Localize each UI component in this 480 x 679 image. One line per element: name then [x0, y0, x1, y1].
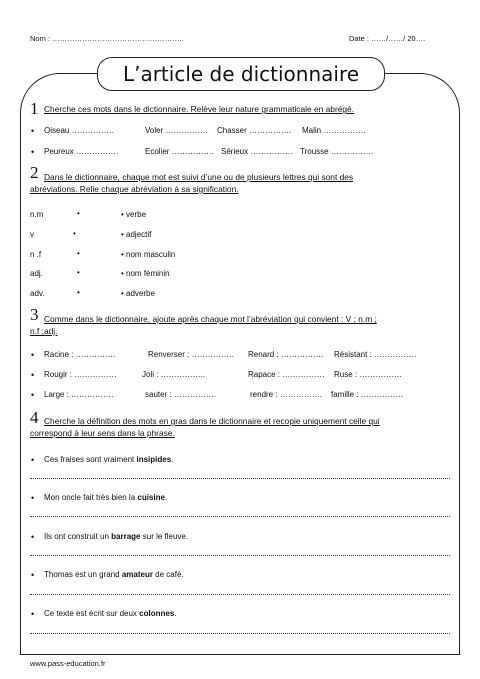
answer-line[interactable] — [30, 478, 450, 479]
meaning-item: • verbe — [121, 210, 147, 219]
exercise-4-number: 4 — [30, 408, 39, 427]
exercise-1-instruction: Cherche ces mots dans le dictionnaire. Relève leur nature grammaticale en abrégé. — [44, 104, 355, 114]
ex3-word: Résistant : ……………. — [334, 350, 417, 359]
sentence-text: Ces fraises sont vraiment — [44, 455, 137, 464]
meaning-item: • adjectif — [121, 230, 152, 239]
ex3-word: • Racine : …………… — [44, 350, 116, 359]
abbr-item: adv. — [30, 289, 45, 298]
sentence-text: Mon oncle fait très bien la — [44, 493, 138, 502]
ex3-word: • Rougir : ……………. — [44, 370, 116, 379]
exercise-4-instruction-line2: correspond à leur sens dans la phrase. — [30, 428, 175, 438]
ex4-sentence — [44, 493, 167, 502]
ex1-word: Voler ……………. — [145, 126, 208, 135]
sentence-text: . — [164, 493, 168, 502]
left-dot: • — [73, 229, 76, 238]
sentence-text: Thomas est un grand — [44, 570, 122, 579]
exercise-2-number: 2 — [30, 163, 39, 182]
ex1-word: Ecolier ……………. — [145, 147, 214, 156]
ex3-word: famille : ……………. — [331, 390, 404, 399]
worksheet-frame — [20, 73, 460, 655]
left-dot: • — [77, 209, 80, 218]
sentence-text: sur le fleuve. — [140, 532, 189, 541]
meaning-label: nom masculin — [126, 250, 176, 259]
ex1-word: Chasser ……………. — [217, 126, 292, 135]
meaning-item: • adverbe — [121, 289, 155, 298]
left-dot: • — [77, 268, 80, 277]
answer-line[interactable] — [30, 555, 450, 556]
answer-line[interactable] — [30, 594, 450, 595]
left-dot: • — [77, 249, 80, 258]
left-dot: • — [77, 288, 80, 297]
ex4-sentence — [44, 570, 184, 579]
exercise-4-instruction-line1: Cherche la définition des mots en gras dans le dictionnaire et recopie uniquement celle qui — [44, 416, 380, 426]
meaning-item: • nom masculin — [121, 250, 176, 259]
abbr-item: adj. — [30, 269, 43, 278]
meaning-label: adverbe — [126, 289, 155, 298]
ex1-word: • Peureux ……………. — [44, 147, 118, 156]
sentence-text: Ce texte est écrit sur deux — [44, 609, 140, 618]
ex1-word: Malin ……………. — [302, 126, 366, 135]
abbr-item: n .f — [30, 250, 42, 259]
ex3-word: Renverser : ……………. — [148, 350, 234, 359]
meaning-label: verbe — [126, 210, 147, 219]
ex4-sentence — [44, 455, 173, 464]
ex1-word: • Oiseau ……………. — [44, 126, 114, 135]
meaning-label: nom féminin — [126, 269, 170, 278]
abbr-item: v — [30, 230, 34, 239]
sentence-text: . — [174, 609, 177, 618]
ex4-sentence — [44, 532, 188, 541]
footer-url[interactable]: www.pass-education.fr — [30, 659, 106, 668]
ex1-word: Sérieux ……………. — [221, 147, 293, 156]
bold-word: colonnes — [139, 609, 175, 618]
sentence-text: de café. — [152, 570, 184, 579]
exercise-3-instruction-line1: Comme dans le dictionnaire, ajoute après chaque mot l’abréviation qui convient : V ; n.m ; — [44, 314, 377, 324]
ex3-word: Renard : ……………. — [248, 350, 324, 359]
name-field: Nom : …………………………………………….. — [30, 34, 184, 43]
bold-word: insipides — [136, 455, 172, 464]
bold-word: cuisine — [137, 493, 165, 502]
meaning-item: • nom féminin — [121, 269, 170, 278]
ex3-word: sauter : ……………. — [145, 390, 217, 399]
exercise-2-instruction-line2: abréviations. Relie chaque abréviation à sa signification. — [30, 184, 239, 194]
exercise-3-instruction-line2: n.f ;adj. — [30, 326, 58, 336]
sentence-text: Ils ont construit un — [44, 532, 112, 541]
bold-word: barrage — [111, 532, 141, 541]
answer-line[interactable] — [30, 516, 450, 517]
ex3-word: • Large : ……………. — [44, 390, 113, 399]
date-field: Date : ……/……/ 20…. — [349, 34, 426, 43]
bold-word: amateur — [121, 570, 153, 579]
sentence-text: . — [171, 455, 174, 464]
meaning-label: adjectif — [126, 230, 152, 239]
ex3-word: Joli : …………….. — [142, 370, 206, 379]
abbr-item: n.m — [30, 210, 44, 219]
exercise-2-instruction-line1: Dans le dictionnaire, chaque mot est suivi d’une ou de plusieurs lettres qui sont des — [44, 172, 354, 182]
page-title: L’article de dictionnaire — [122, 62, 360, 86]
exercise-1-number: 1 — [30, 99, 39, 118]
ex3-word: Ruse : ……………. — [334, 370, 402, 379]
title-box — [97, 57, 385, 91]
ex3-word: rendre : ……………. — [250, 390, 323, 399]
answer-line[interactable] — [30, 633, 450, 634]
exercise-3-number: 3 — [30, 305, 39, 324]
ex4-sentence — [44, 609, 177, 618]
ex3-word: Rapace : ……………. — [248, 370, 325, 379]
ex1-word: Trousse ……………. — [300, 147, 374, 156]
